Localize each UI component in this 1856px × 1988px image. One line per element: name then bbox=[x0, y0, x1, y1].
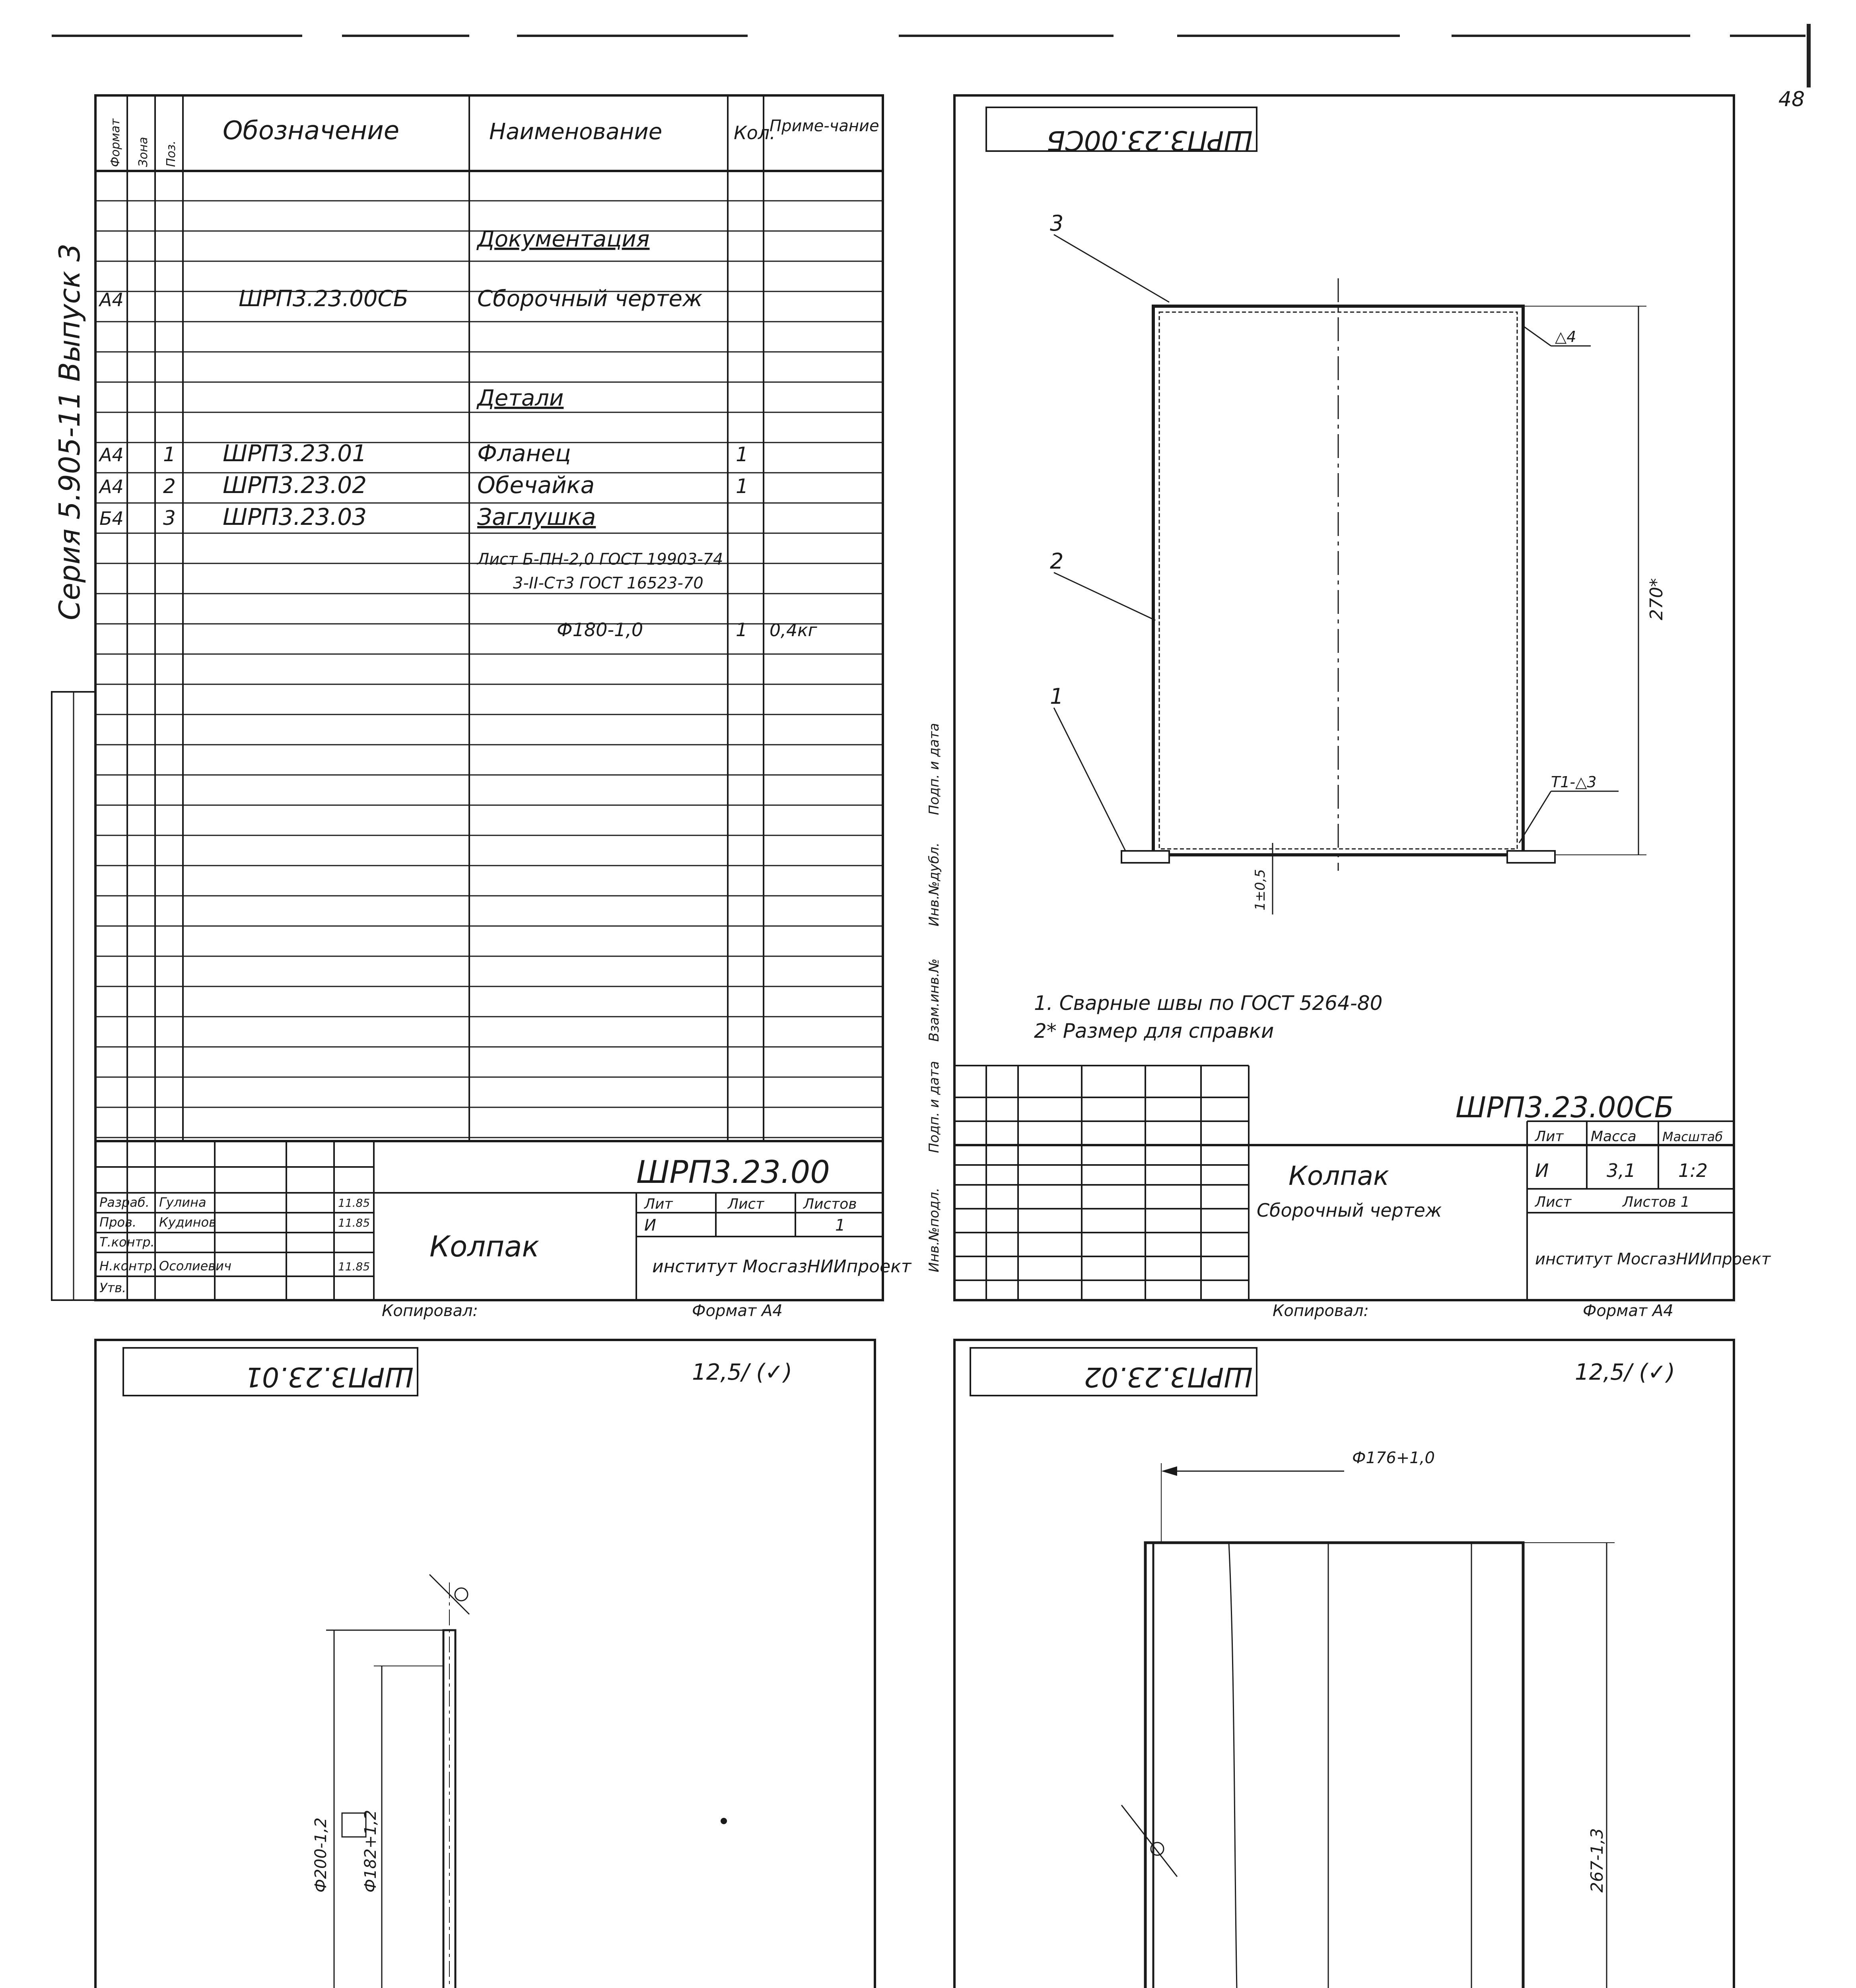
assembly-stamp-scale: 1:2 bbox=[1678, 1160, 1708, 1181]
spec-row-pos: 1 bbox=[163, 443, 176, 466]
side-col-2: Подп. и дата bbox=[926, 1061, 942, 1153]
spec-role: Т.контр. bbox=[99, 1235, 155, 1250]
shell-top-code: ШРП3.23.02 bbox=[1084, 1361, 1253, 1392]
spec-header-qty: Кол. bbox=[734, 122, 775, 144]
spec-stamp-code: ШРП3.23.00 bbox=[636, 1155, 830, 1190]
spec-row-note: 0,4кг bbox=[770, 620, 817, 641]
assembly-weld-top: △4 bbox=[1555, 328, 1576, 346]
spec-stamp-sheets: 1 bbox=[835, 1216, 845, 1235]
assembly-dim-bottom: 1±0,5 bbox=[1252, 869, 1268, 911]
assembly-stamp-lit-label: Лит bbox=[1535, 1128, 1564, 1145]
spec-stamp-lit-label: Лит bbox=[644, 1196, 673, 1212]
assembly-stamp-sheets-label: Листов 1 bbox=[1623, 1194, 1690, 1210]
shell-dim-diameter: Ф176+1,0 bbox=[1352, 1449, 1435, 1467]
page-number: 48 bbox=[1778, 87, 1805, 111]
assembly-format: Формат А4 bbox=[1583, 1302, 1673, 1320]
spec-role: Пров. bbox=[99, 1215, 136, 1230]
spec-name: Осолиевич bbox=[159, 1258, 231, 1274]
side-col-5: Подп. и дата bbox=[926, 723, 942, 815]
spec-stamp-sheet-label: Лист bbox=[728, 1196, 764, 1212]
side-col-1: Инв.№подл. bbox=[926, 1188, 942, 1272]
spec-stamp-org: институт МосгазНИИпроект bbox=[652, 1256, 911, 1277]
assembly-stamp-title: Колпак bbox=[1289, 1161, 1389, 1191]
spec-row-designation: ШРП3.23.01 bbox=[223, 440, 367, 467]
spec-row-name: Фланец bbox=[477, 440, 571, 467]
shell-dim-height: 267-1,3 bbox=[1587, 1828, 1607, 1893]
spec-stamp-lit: И bbox=[644, 1216, 656, 1235]
spec-row-material2: 3-II-Ст3 ГОСТ 16523-70 bbox=[513, 574, 704, 592]
side-col-4: Инв.№дубл. bbox=[926, 842, 942, 926]
spec-date: 11.85 bbox=[338, 1216, 370, 1229]
assembly-copied: Копировал: bbox=[1273, 1302, 1369, 1320]
spec-header-note: Приме-чание bbox=[770, 117, 879, 135]
spec-row-format: А4 bbox=[99, 476, 124, 497]
spec-row-material: Лист Б-ПН-2,0 ГОСТ 19903-74 bbox=[477, 550, 723, 569]
spec-format: Формат А4 bbox=[692, 1302, 783, 1320]
spec-row-pos: 2 bbox=[163, 475, 176, 498]
top-cut-line bbox=[52, 24, 1809, 87]
spec-row-name: Сборочный чертеж bbox=[477, 286, 703, 312]
spec-role: Утв. bbox=[99, 1280, 126, 1295]
spec-row-qty: 1 bbox=[736, 475, 748, 498]
spec-row-designation: ШРП3.23.00СБ bbox=[239, 286, 409, 312]
spec-role: Разраб. bbox=[99, 1195, 150, 1210]
assembly-note-2: 2* Размер для справки bbox=[1034, 1019, 1274, 1043]
assembly-pos-2: 2 bbox=[1050, 549, 1064, 574]
assembly-stamp-scale-label: Масштаб bbox=[1662, 1129, 1723, 1144]
spec-row-designation: ШРП3.23.03 bbox=[223, 503, 367, 530]
flange-sheet bbox=[95, 1340, 875, 1988]
spec-row-qty: 1 bbox=[736, 619, 748, 641]
spec-row-format: А4 bbox=[99, 444, 124, 466]
spec-date: 11.85 bbox=[338, 1196, 370, 1209]
spec-header-pos: Поз. bbox=[164, 140, 178, 167]
spec-row-qty: 1 bbox=[736, 443, 748, 466]
assembly-pos-3: 3 bbox=[1050, 211, 1064, 236]
series-label: Серия 5.905-11 Выпуск 3 bbox=[53, 243, 86, 620]
assembly-stamp-sheet-label: Лист bbox=[1535, 1194, 1572, 1210]
spec-row-format: А4 bbox=[99, 289, 124, 311]
flange-dim-outer: Ф200-1,2 bbox=[312, 1817, 330, 1893]
side-col-3: Взам.инв.№ bbox=[926, 958, 942, 1042]
spec-row-format: Б4 bbox=[99, 508, 124, 529]
assembly-top-code: ШРП3.23.00СБ bbox=[1046, 124, 1253, 156]
spec-row-pos: 3 bbox=[163, 507, 176, 530]
assembly-pos-1: 1 bbox=[1050, 684, 1064, 709]
spec-name: Гулина bbox=[159, 1195, 206, 1210]
spec-binding-strip bbox=[52, 692, 95, 1300]
flange-dim-inner: Ф182+1,2 bbox=[361, 1810, 380, 1893]
spec-row-name: Детали bbox=[477, 385, 564, 411]
assembly-stamp-subtitle: Сборочный чертеж bbox=[1257, 1200, 1442, 1221]
spec-header-name: Наименование bbox=[489, 119, 663, 145]
assembly-stamp-code: ШРП3.23.00СБ bbox=[1456, 1091, 1674, 1124]
spec-date: 11.85 bbox=[338, 1260, 370, 1273]
assembly-weld-bottom: Т1-△3 bbox=[1551, 773, 1597, 791]
spec-row-name: Ф180-1,0 bbox=[557, 619, 643, 641]
spec-stamp-sheets-label: Листов bbox=[803, 1196, 857, 1212]
spec-row-designation: ШРП3.23.02 bbox=[223, 472, 367, 499]
spec-row-name: Заглушка bbox=[477, 503, 596, 530]
assembly-note-1: 1. Сварные швы по ГОСТ 5264-80 bbox=[1034, 992, 1383, 1015]
spec-row-name: Обечайка bbox=[477, 472, 595, 499]
spec-stamp-title: Колпак bbox=[430, 1230, 539, 1263]
shell-sheet bbox=[954, 1340, 1734, 1988]
spec-header-zone: Зона bbox=[136, 137, 150, 167]
spec-copied: Копировал: bbox=[382, 1302, 478, 1320]
flange-top-code: ШРП3.23.01 bbox=[245, 1361, 414, 1392]
spec-role: Н.контр. bbox=[99, 1258, 157, 1274]
assembly-stamp-org: институт МосгазНИИпроект bbox=[1535, 1250, 1771, 1268]
shell-roughness: 12,5/ (✓) bbox=[1575, 1359, 1675, 1385]
assembly-stamp-lit: И bbox=[1535, 1160, 1549, 1181]
assembly-dim-height: 270* bbox=[1646, 578, 1667, 620]
assembly-stamp-mass-label: Масса bbox=[1591, 1128, 1636, 1145]
spec-header-format: Формат bbox=[109, 118, 122, 167]
spec-name: Кудинов bbox=[159, 1215, 216, 1230]
spec-sheet bbox=[95, 95, 883, 1300]
flange-roughness: 12,5/ (✓) bbox=[692, 1359, 792, 1385]
spec-header-designation: Обозначение bbox=[223, 116, 400, 146]
spec-row-name: Документация bbox=[477, 226, 650, 252]
assembly-stamp-mass: 3,1 bbox=[1607, 1160, 1636, 1181]
